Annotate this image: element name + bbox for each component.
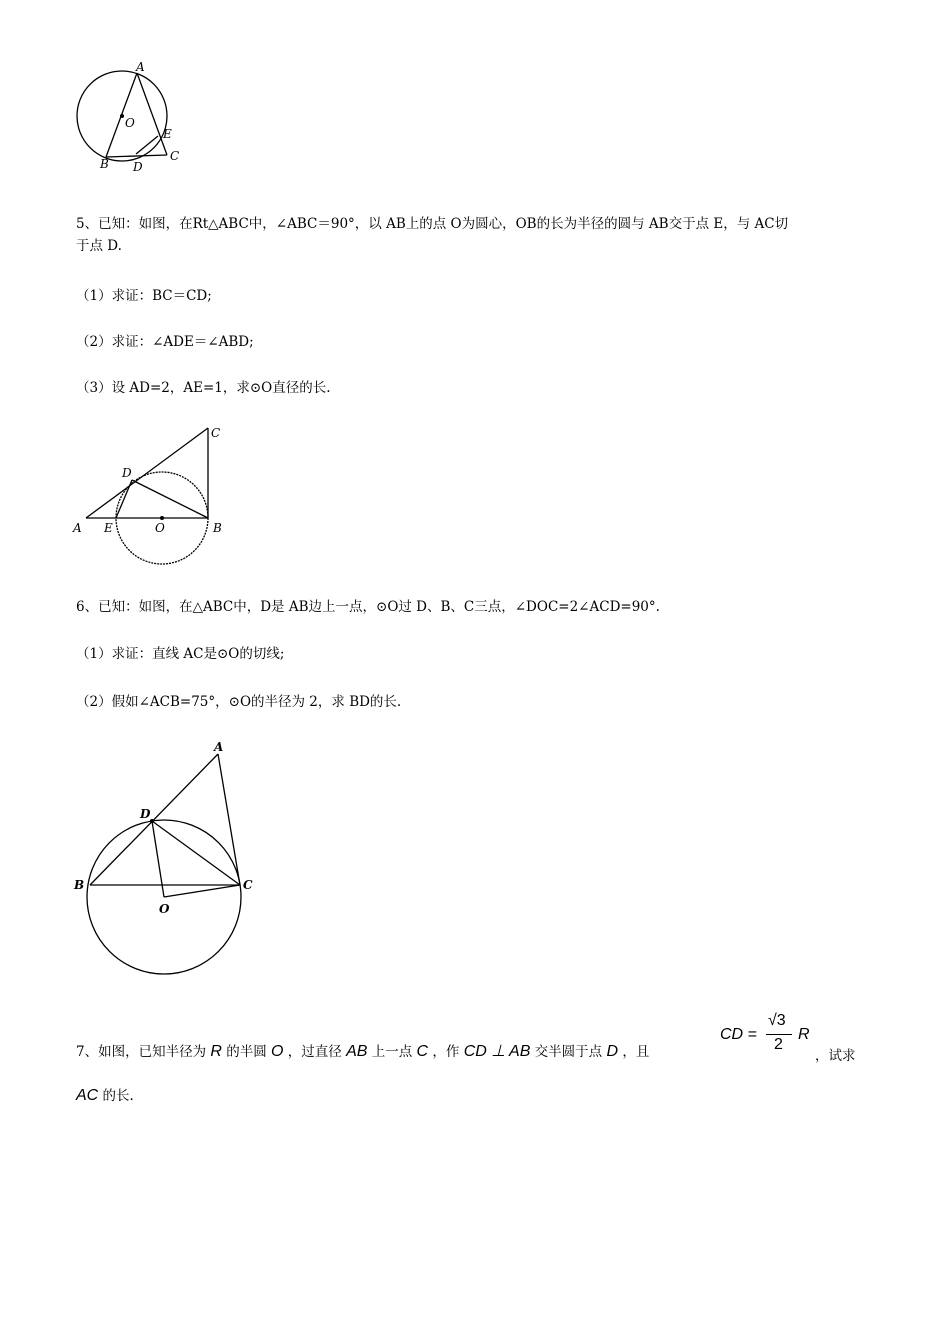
- formula-lhs: CD =: [720, 1026, 757, 1043]
- label-e: E: [104, 521, 113, 535]
- q7-cd-perp-ab: CD ⊥ AB: [463, 1043, 531, 1060]
- q7-text-3: ，过直径: [287, 1044, 342, 1060]
- q6-stem: 6、已知：如图，在△ABC中，D是 AB边上一点，⊙O过 D、B、C三点，∠DOC=2∠ACD=90°.: [76, 599, 660, 615]
- label-o: O: [155, 521, 165, 535]
- q7-var-ac: AC: [76, 1087, 99, 1104]
- q7-text-4: 上一点: [371, 1044, 413, 1060]
- q7-text-5: ，作: [432, 1044, 460, 1060]
- label-d: D: [140, 807, 151, 821]
- figure-q4: [70, 60, 190, 180]
- figure-q6: [70, 735, 270, 985]
- label-c: C: [170, 149, 180, 163]
- formula-num: √3: [768, 1012, 786, 1029]
- q5-part1: （1）求证：BC＝CD;: [76, 288, 212, 304]
- label-e: E: [163, 127, 172, 141]
- q5-part2: （2）求证：∠ADE＝∠ABD;: [76, 334, 254, 350]
- q5-part3: （3）设 AD=2，AE=1，求⊙O直径的长.: [76, 380, 331, 396]
- q7-text-1: 7、如图，已知半径为: [76, 1044, 207, 1060]
- q5-stem-line2: 于点 D.: [76, 238, 122, 254]
- q7-text-7: ，且: [622, 1044, 650, 1060]
- q7-var-ab: AB: [346, 1043, 368, 1060]
- q7-line1: [76, 1042, 649, 1062]
- q6-part1: （1）求证：直线 AC是⊙O的切线;: [76, 646, 285, 662]
- label-o: O: [125, 116, 135, 130]
- label-b: B: [213, 521, 222, 535]
- label-d: D: [133, 160, 143, 174]
- label-o: O: [159, 902, 170, 916]
- label-d: D: [122, 466, 132, 480]
- formula-bar: [766, 1034, 792, 1035]
- label-a: A: [73, 521, 82, 535]
- q7-var-r: R: [210, 1043, 222, 1060]
- q7-text-9: 的长.: [102, 1088, 134, 1104]
- q6-part2: （2）假如∠ACB=75°，⊙O的半径为 2，求 BD的长.: [76, 694, 402, 710]
- label-c: C: [211, 426, 221, 440]
- q7-text-2: 的半圆: [226, 1044, 267, 1060]
- q7-var-c: C: [416, 1043, 429, 1060]
- formula-den: 2: [774, 1036, 783, 1053]
- q7-var-d: D: [606, 1043, 619, 1060]
- formula-r: R: [798, 1026, 810, 1043]
- q7-line2: [76, 1086, 134, 1106]
- label-b: B: [74, 878, 85, 892]
- label-b: B: [100, 157, 109, 171]
- q7-text-8: ，试求: [815, 1048, 856, 1064]
- label-a: A: [136, 60, 145, 74]
- label-c: C: [243, 878, 253, 892]
- figure-q5: [70, 420, 240, 550]
- q5-stem-line1: 5、已知：如图，在Rt△ABC中，∠ABC＝90°，以 AB上的点 O为圆心，OB的长为半径的圆与 AB交于点 E，与 AC切: [76, 216, 789, 232]
- q7-text-6: 交半圆于点: [534, 1044, 603, 1060]
- q7-var-o: O: [271, 1043, 284, 1060]
- label-a: A: [214, 740, 224, 754]
